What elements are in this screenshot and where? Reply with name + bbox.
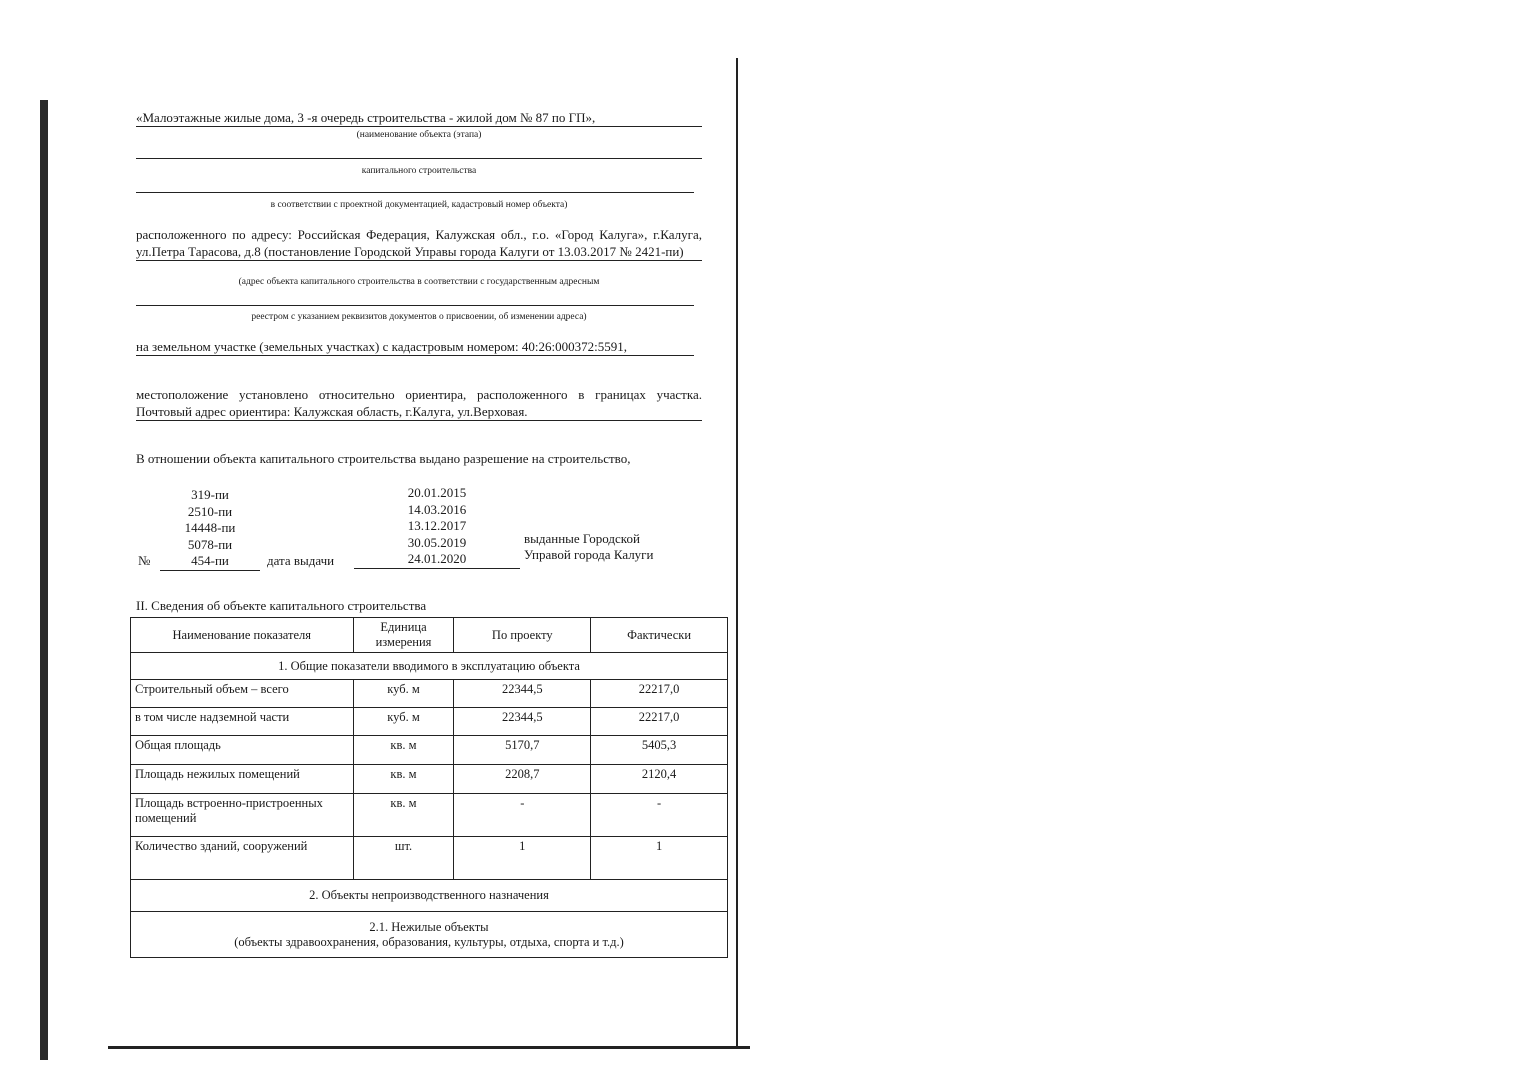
row-unit: кв. м — [353, 794, 454, 837]
table-row — [131, 794, 728, 837]
row-unit: куб. м — [353, 680, 454, 708]
row-actual: 22217,0 — [591, 680, 728, 708]
row-name: Строительный объем – всего — [131, 680, 354, 708]
group-1-title: 1. Общие показатели вводимого в эксплуатацию объекта — [131, 653, 728, 680]
permit-intro: В отношении объекта капитального строительства выдано разрешение на строительство, — [136, 451, 631, 466]
scan-border-left — [40, 100, 48, 1060]
table-row — [131, 837, 728, 880]
permit-date-label: дата выдачи — [267, 553, 335, 568]
table-row — [131, 736, 728, 765]
land-plot: на земельном участке (земельных участках) с кадастровым номером: 40:26:000372:5591, — [136, 339, 694, 356]
permit-number: 2510-пи — [187, 503, 233, 519]
table-header-row — [131, 618, 728, 653]
group-2-1-title — [131, 912, 728, 958]
row-project: 2208,7 — [454, 765, 591, 794]
table-row — [131, 680, 728, 708]
table-row — [131, 765, 728, 794]
header-unit: Единица измерения — [353, 618, 454, 653]
table-row — [131, 708, 728, 736]
table-group-row — [131, 880, 728, 912]
permit-number: 14448-пи — [184, 520, 236, 535]
row-unit: кв. м — [353, 765, 454, 794]
group-2-1-line-2: (объекты здравоохранения, образования, культуры, отдыха, спорта и т.д.) — [234, 934, 624, 949]
scan-border-bottom — [108, 1046, 750, 1049]
permit-no-label: № — [138, 553, 151, 568]
permit-numbers — [160, 487, 260, 571]
header-indicator: Наименование показателя — [131, 618, 354, 653]
object-address: расположенного по адресу: Российская Федерация, Калужская обл., г.о. «Город Калуга», г.Калуга, ул.Петра Тарасова, д.8 (постановление Городской Управы города Калуги от 13.03.2017 № 2421-пи) — [136, 227, 702, 259]
caption-object-name: (наименование объекта (этапа) — [356, 130, 482, 140]
row-name: Площадь нежилых помещений — [131, 765, 354, 794]
row-name: Количество зданий, сооружений — [131, 837, 354, 880]
caption-capital: капитального строительства — [361, 166, 477, 176]
row-actual: 5405,3 — [591, 736, 728, 765]
permit-issuer-1: выданные Городской — [524, 531, 640, 546]
row-actual: - — [591, 794, 728, 837]
row-project: 22344,5 — [454, 680, 591, 708]
table-group-row — [131, 912, 728, 958]
row-name: Общая площадь — [131, 736, 354, 765]
permit-issuer-2: Управой города Калуги — [524, 547, 654, 562]
caption-address-1: (адрес объекта капитального строительства в соответствии с государственным адресным — [238, 277, 600, 287]
row-project: - — [454, 794, 591, 837]
permit-dates — [354, 485, 520, 569]
row-actual: 1 — [591, 837, 728, 880]
row-project: 22344,5 — [454, 708, 591, 736]
row-project: 5170,7 — [454, 736, 591, 765]
blank-line — [136, 158, 702, 159]
row-actual: 2120,4 — [591, 765, 728, 794]
caption-cadastral: в соответствии с проектной документацией, кадастровый номер объекта) — [270, 200, 568, 210]
scan-border-right — [736, 58, 738, 1048]
permit-number: 454-пи — [160, 553, 260, 571]
section-title: II. Сведения об объекте капитального строительства — [136, 598, 427, 613]
row-unit: шт. — [353, 837, 454, 880]
permit-date: 14.03.2016 — [407, 501, 467, 517]
group-2-1-line-1: 2.1. Нежилые объекты — [369, 919, 489, 934]
blank-line — [136, 305, 694, 306]
permit-number: 319-пи — [191, 487, 229, 502]
caption-address-2: реестром с указанием реквизитов документов о присвоении, об изменении адреса) — [251, 312, 587, 322]
row-project: 1 — [454, 837, 591, 880]
header-actual: Фактически — [591, 618, 728, 653]
row-actual: 22217,0 — [591, 708, 728, 736]
row-unit: куб. м — [353, 708, 454, 736]
table-group-row — [131, 653, 728, 680]
header-project: По проекту — [454, 618, 591, 653]
location-text: местоположение установлено относительно ориентира, расположенного в границах участка. Почтовый адрес ориентира: Калужская область, г.Калуга, ул.Верховая. — [136, 387, 702, 419]
row-name: в том числе надземной части — [131, 708, 354, 736]
row-name: Площадь встроенно-пристроенных помещений — [131, 794, 354, 837]
object-name: «Малоэтажные жилые дома, 3 -я очередь строительства - жилой дом № 87 по ГП», — [136, 110, 702, 127]
permit-date: 24.01.2020 — [354, 551, 520, 569]
group-2-title: 2. Объекты непроизводственного назначения — [131, 880, 728, 912]
permit-date: 13.12.2017 — [407, 518, 467, 533]
row-unit: кв. м — [353, 736, 454, 765]
permit-date: 30.05.2019 — [407, 534, 467, 550]
blank-line — [136, 192, 694, 193]
permit-date: 20.01.2015 — [407, 485, 467, 500]
object-info-table — [130, 617, 728, 958]
permit-number: 5078-пи — [187, 536, 233, 552]
